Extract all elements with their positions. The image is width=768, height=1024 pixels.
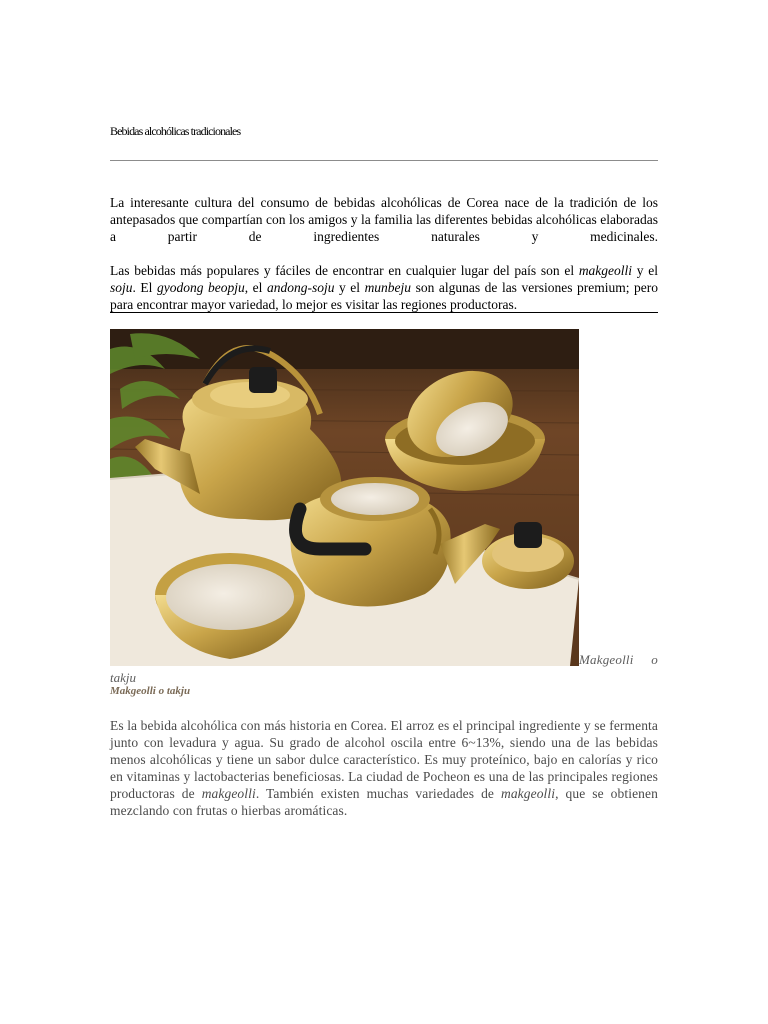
drink-name: munbeju — [364, 280, 412, 295]
drink-name: makgeolli — [500, 786, 556, 801]
text-run: , que se obtienen mezclando con frutas o hierbas aromáticas. — [110, 786, 658, 818]
drink-name: gyodong beopju — [156, 280, 245, 295]
text-run: y el — [632, 263, 658, 278]
text-run: , el — [244, 280, 267, 295]
text-run: Las bebidas más populares y fáciles de encontrar en cualquier lugar del país son el — [110, 263, 579, 278]
image-caption-bold: Makgeolli o takju — [110, 685, 191, 697]
makgeolli-description-paragraph — [110, 717, 658, 819]
text-run: Es la bebida alcohólica con más historia en Corea. El arroz es el principal ingrediente y se fermenta junto con levadura y agua. Su grado de alcohol oscila entre 6~13%, siendo una de las bebidas menos alcohólicas y tiene un sabor dulce característico. Es muy proteínico, bajo en calorías y rico en vitaminas y lactobacterias beneficiosas. La ciudad de Pocheon es una de las principales regiones productoras de — [110, 718, 658, 801]
popular-drinks-paragraph — [110, 262, 658, 313]
text-run: y el — [334, 280, 365, 295]
intro-paragraph: La interesante cultura del consumo de bebidas alcohólicas de Corea nace de la tradición de los antepasados que compartían con los amigos y la familia las diferentes bebidas alcohólicas elaboradas a partir de ingredientes naturales y medicinales. — [110, 195, 658, 244]
drink-name: andong-soju — [266, 280, 335, 295]
text-run: . También existen muchas variedades de — [255, 786, 501, 801]
makgeolli-kettle-photo — [110, 329, 579, 666]
horizontal-rule-top — [110, 160, 658, 161]
document-heading: Bebidas alcohólicas tradicionales — [110, 124, 241, 138]
drink-name: soju — [110, 280, 133, 295]
image-caption-inline-2: takju — [110, 670, 136, 685]
text-run: . El — [132, 280, 157, 295]
image-caption-inline-1: Makgeolli o — [579, 652, 658, 667]
drink-name: makgeolli — [201, 786, 256, 801]
horizontal-rule-middle — [110, 312, 658, 313]
drink-name: makgeolli — [578, 263, 633, 278]
text-run: son algunas de las versiones premium; pero para encontrar mayor variedad, lo mejor es visitar las regiones productoras. — [110, 280, 659, 312]
